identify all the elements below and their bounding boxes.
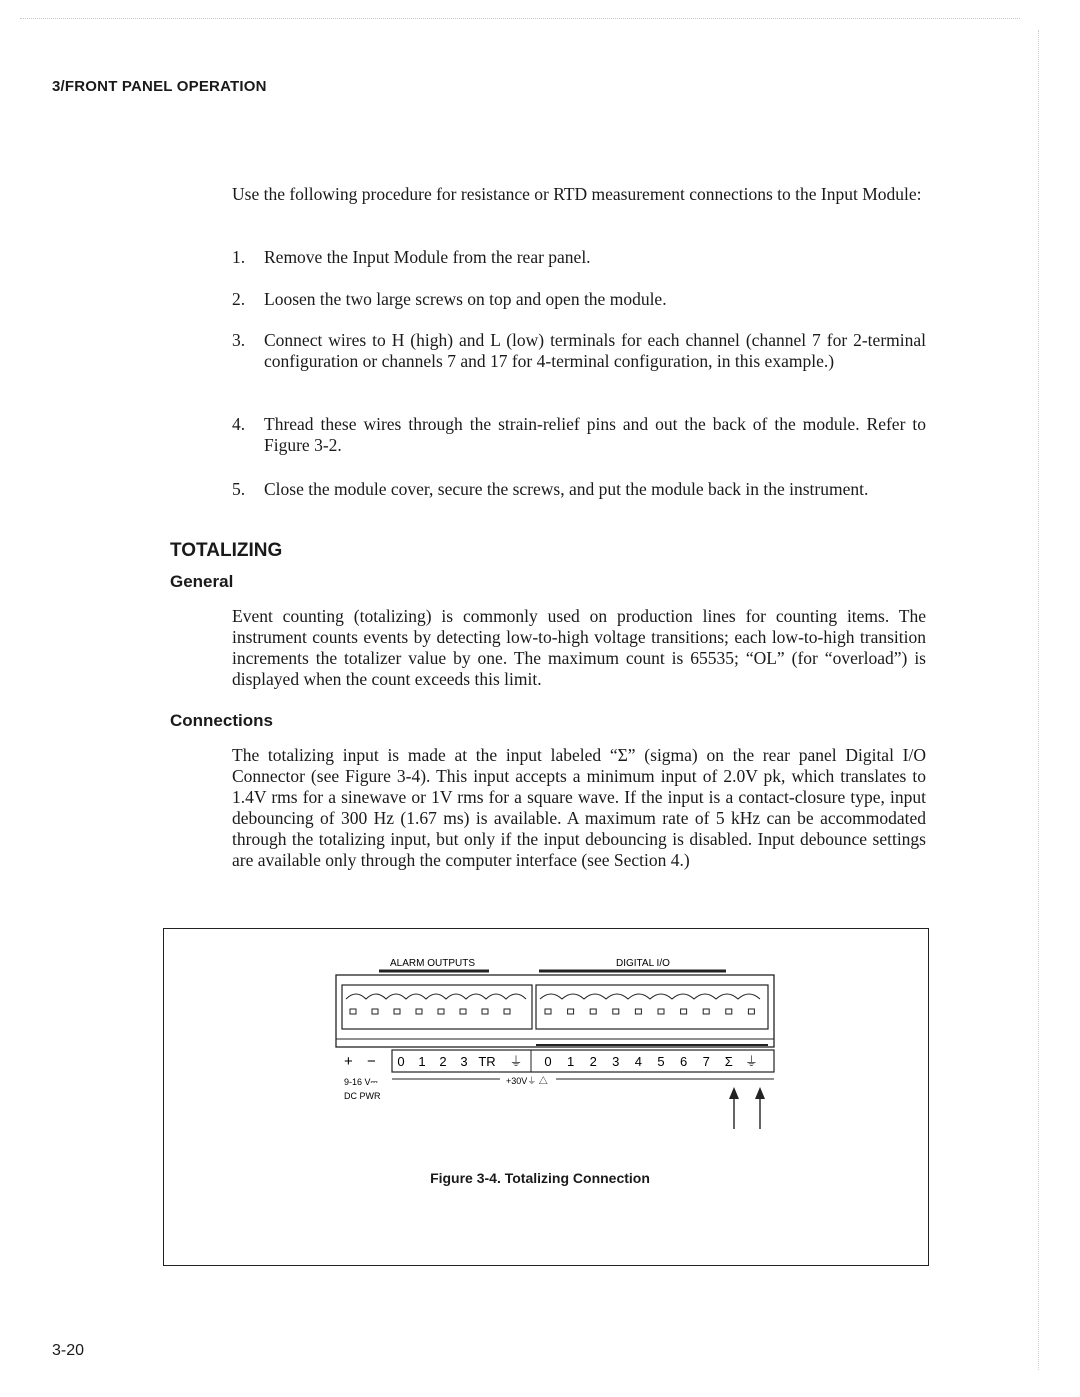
step-text: Thread these wires through the strain-relief pins and out the back of the module. Refer to Figure 3-2.: [264, 414, 926, 455]
alarm-terminal-label: 3: [460, 1054, 468, 1069]
intro-paragraph: Use the following procedure for resistance or RTD measurement connections to the Input Module:: [232, 184, 922, 204]
alarm-pin: [482, 1009, 488, 1014]
figure-frame: [163, 928, 929, 1266]
general-paragraph: Event counting (totalizing) is commonly used on production lines for counting items. The instrument counts events by detecting low-to-high voltage transitions; each low-to-high transition increments the totalizer value by one. The maximum count is 65535; “OL” (for “overload”) is displayed when the count exceeds this limit.: [232, 606, 926, 689]
digital-pin: [613, 1009, 619, 1014]
voltage-label: 9-16 V⎓: [344, 1077, 378, 1087]
general-heading: General: [170, 572, 234, 591]
digital-terminal-label: 4: [634, 1054, 643, 1069]
connections-heading: Connections: [170, 711, 273, 730]
connector-housing: [336, 975, 774, 1047]
digital-terminal-label: 0: [544, 1054, 552, 1069]
minus-terminal: −: [367, 1053, 376, 1070]
step-text: Close the module cover, secure the screws, and put the module back in the instrument.: [264, 479, 869, 499]
step-5: [232, 479, 926, 500]
alarm-terminal-label: TR: [478, 1054, 496, 1069]
terminal-label-strip: [392, 1050, 774, 1072]
digital-terminal-label: 3: [612, 1054, 620, 1069]
step-text: Remove the Input Module from the rear panel.: [264, 247, 591, 267]
step-3: [232, 330, 926, 372]
digital-pin: [545, 1009, 551, 1014]
alarm-terminal-label: 2: [439, 1054, 447, 1069]
digital-terminal-label: Σ: [724, 1054, 733, 1069]
digital-pin: [590, 1009, 596, 1014]
digital-pin: [681, 1009, 687, 1014]
digital-terminal-label: ⏚: [744, 1054, 758, 1069]
connections-paragraph: The totalizing input is made at the input labeled “Σ” (sigma) on the rear panel Digital I/O Connector (see Figure 3-4). This input accepts a minimum input of 2.0V pk, which translates to 1.4V rms for a sinewave or 1V rms for a square wave. If the input is a contact-closure type, input debouncing of 300 Hz (1.67 ms) is available. A maximum rate of 5 kHz can be accommodated through the totalizing input, but only if the input debouncing is disabled. Input debounce settings are available only through the computer interface (see Section 4.): [232, 745, 926, 870]
digital-pin: [658, 1009, 664, 1014]
digital-pin: [748, 1009, 754, 1014]
alarm-terminal-label: ⏚: [509, 1054, 523, 1069]
alarm-pin: [416, 1009, 422, 1014]
alarm-pin: [372, 1009, 378, 1014]
right-margin-rule: [1038, 30, 1039, 1370]
alarm-outputs-label: ALARM OUTPUTS: [390, 958, 476, 969]
digital-terminal-label: 2: [589, 1054, 597, 1069]
alarm-terminal-label: 0: [397, 1054, 405, 1069]
step-number: 2.: [232, 289, 246, 309]
page-number: 3-20: [52, 1342, 85, 1359]
step-text: Loosen the two large screws on top and open the module.: [264, 289, 667, 309]
digital-terminal-label: 1: [566, 1054, 575, 1069]
digital-pin: [703, 1009, 709, 1014]
digital-io-label: DIGITAL I/O: [616, 958, 670, 969]
terminal-labels: [397, 1054, 758, 1069]
step-2: [232, 289, 926, 310]
digital-pin: [726, 1009, 732, 1014]
ground-arrowhead: [755, 1087, 765, 1099]
dc-pwr-label: DC PWR: [344, 1091, 381, 1101]
totalizing-heading: TOTALIZING: [170, 540, 283, 561]
digital-pin: [635, 1009, 641, 1014]
alarm-terminal-block: [342, 985, 532, 1029]
digital-terminal-label: 7: [702, 1054, 710, 1069]
alarm-pin: [438, 1009, 444, 1014]
section-header: 3/FRONT PANEL OPERATION: [52, 78, 267, 95]
step-text: Connect wires to H (high) and L (low) terminals for each channel (channel 7 for 2-terminal configuration or channels 7 and 17 for 4-terminal configuration, in this example.): [264, 330, 926, 371]
digital-terminal-label: 6: [679, 1054, 688, 1069]
alarm-pin: [350, 1009, 356, 1014]
alarm-terminal-label: 1: [418, 1054, 426, 1069]
alarm-pin: [504, 1009, 510, 1014]
digital-terminal-block: [536, 985, 768, 1029]
digital-pin: [568, 1009, 574, 1014]
step-number: 1.: [232, 247, 246, 267]
step-number: 4.: [232, 414, 246, 434]
step-1: [232, 247, 926, 268]
connector-diagram: [164, 929, 927, 1264]
alarm-pin: [394, 1009, 400, 1014]
top-dotted-rule: [20, 18, 1020, 19]
terminal-pins: [350, 1009, 754, 1014]
figure-caption: Figure 3-4. Totalizing Connection: [430, 1170, 650, 1186]
step-number: 5.: [232, 479, 246, 499]
alarm-screw-wave: [346, 994, 526, 999]
step-number: 3.: [232, 330, 246, 350]
sigma-arrowhead: [729, 1087, 739, 1099]
step-4: [232, 414, 926, 456]
plus-terminal: +: [344, 1053, 353, 1070]
max-voltage-warning: +30V⏚ △: [506, 1076, 548, 1086]
digital-screw-wave: [540, 994, 760, 999]
digital-terminal-label: 5: [657, 1054, 665, 1069]
alarm-pin: [460, 1009, 466, 1014]
